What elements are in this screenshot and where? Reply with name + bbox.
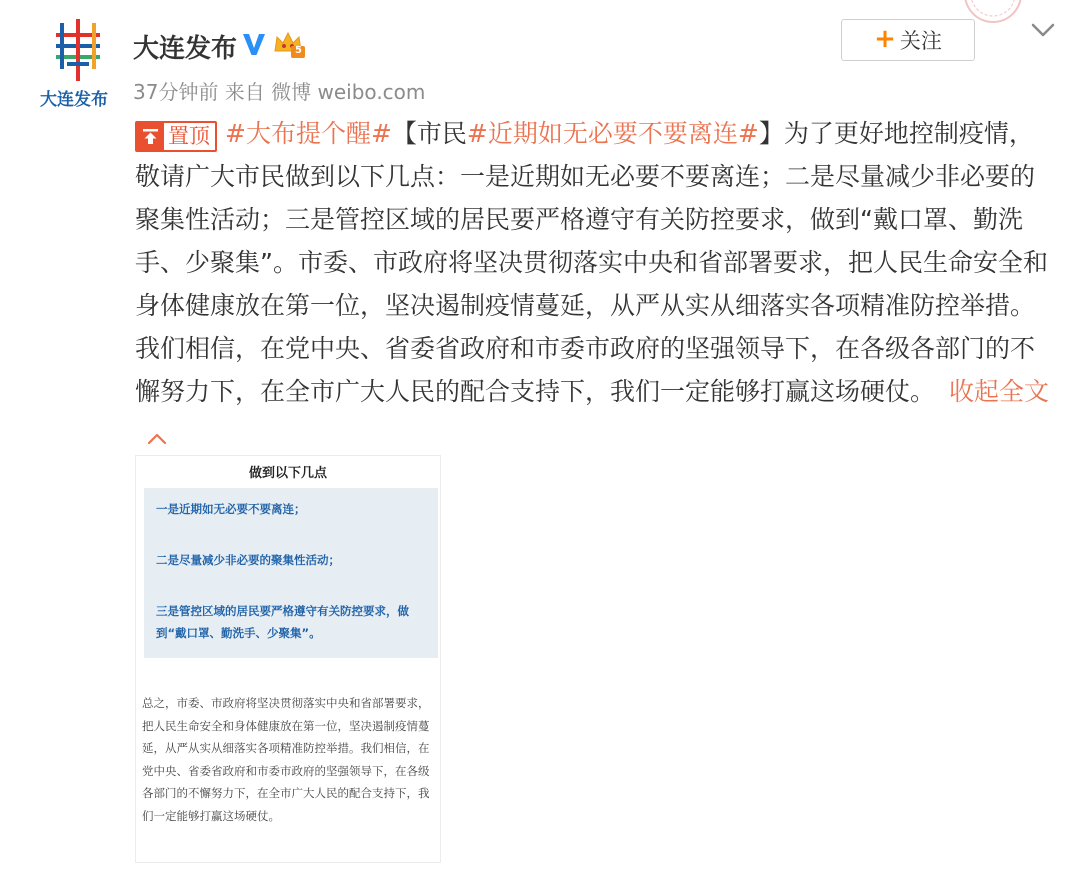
chevron-up-icon[interactable]: [147, 415, 167, 458]
vip-level: 5: [295, 45, 302, 56]
image-item: 二是尽量减少非必要的聚集性活动；: [156, 553, 340, 567]
dalian-logo-icon: [47, 17, 109, 83]
topic-link[interactable]: #大布提个醒#: [225, 119, 392, 148]
badges: [242, 29, 306, 59]
pin-icon: [137, 123, 164, 150]
topic-link[interactable]: #近期如无必要不要离连#: [466, 119, 759, 148]
collapse-link[interactable]: 收起全文: [949, 377, 1050, 406]
chevron-down-icon[interactable]: [1030, 22, 1056, 38]
pinned-label: 置顶: [168, 124, 210, 148]
follow-button[interactable]: [841, 19, 975, 61]
account-name[interactable]: 大连发布: [133, 34, 238, 64]
post-body: 】为了更好地控制疫情，敬请广大市民做到以下几点：一是近期如无必要不要离连；二是尽量减少非必要的聚集性活动；三是管控区域的居民要严格遵守有关防控要求，做到“戴口罩、勤洗手、少聚集”。市委、市政府将坚决贯彻落实中央和省部署要求，把人民生命安全和身体健康放在第一位，坚决遏制疫情蔓延，从严从实从细落实各项精准防控举措。我们相信，在党中央、省委省政府和市委市政府的坚强领导下，在各级各部门的不懈努力下，在全市广大人民的配合支持下，我们一定能够打赢这场硬仗。: [135, 119, 1048, 406]
vip-crown-icon: [272, 29, 306, 59]
post-meta: 37分钟前 来自 微博 weibo.com: [133, 80, 426, 104]
bracket-text: 【市民: [391, 119, 467, 148]
image-title: 做到以下几点: [248, 466, 327, 481]
avatar-label: 大连发布: [40, 90, 108, 110]
image-item: 三是管控区域的居民要严格遵守有关防控要求，做到“戴口罩、勤洗手、少聚集”。: [156, 604, 409, 640]
verified-badge: [242, 31, 266, 57]
image-paragraph: 总之，市委、市政府将坚决贯彻落实中央和省部署要求，把人民生命安全和身体健康放在第一位，坚决遏制疫情蔓延，从严从实从细落实各项精准防控举措。我们相信，在党中央、省委省政府和市委市政府的坚强领导下，在各级各部门的不懈努力下，在全市广大人民的配合支持下，我们一定能够打赢这场硬仗。: [142, 696, 430, 823]
image-highlight-box: [144, 488, 438, 658]
post-text: [135, 112, 1055, 458]
plus-icon: +: [874, 24, 896, 54]
image-item: 一是近期如无必要不要离连；: [156, 502, 306, 516]
avatar[interactable]: [33, 17, 123, 109]
post-image[interactable]: [135, 455, 441, 863]
follow-label: 关注: [899, 29, 942, 53]
pinned-badge: [135, 121, 217, 152]
